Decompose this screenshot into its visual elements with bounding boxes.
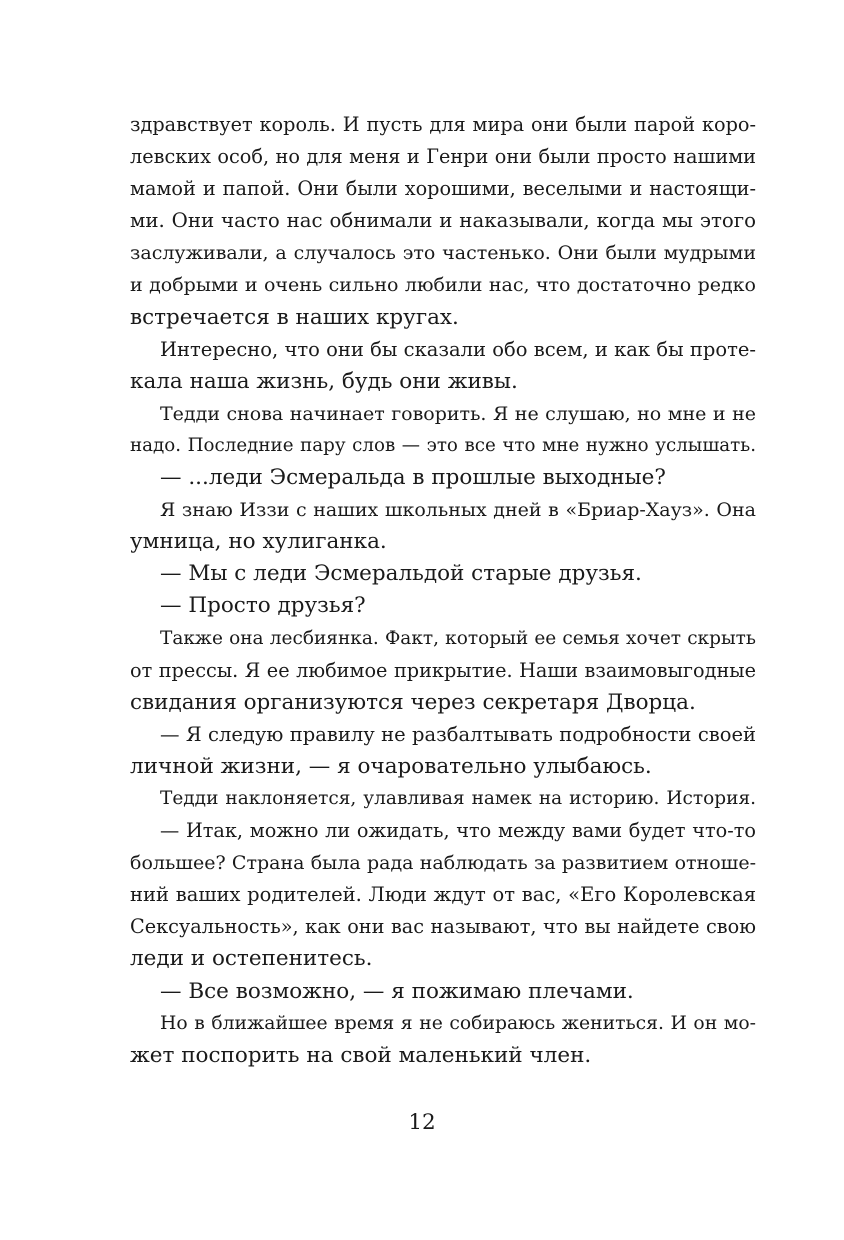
text-line: — Я следую правилу не разбалтывать подробности своей bbox=[160, 722, 756, 746]
text-line: заслуживали, а случалось это частенько. Они были мудрыми bbox=[130, 242, 756, 265]
text-line: и добрыми и очень сильно любили нас, что достаточно редко bbox=[130, 274, 756, 297]
text-line: Тедди снова начинает говорить. Я не слушаю, но мне и не bbox=[160, 402, 756, 425]
text-line: — Все возможно, — я пожимаю плечами. bbox=[160, 978, 634, 1004]
text-line: здравствует король. И пусть для мира они были парой коро- bbox=[130, 113, 756, 136]
body-text bbox=[130, 109, 756, 1072]
text-line: леди и остепенитесь. bbox=[130, 946, 373, 972]
text-line: — ...леди Эсмеральда в прошлые выходные? bbox=[160, 465, 666, 491]
text-line: мамой и папой. Они были хорошими, веселыми и настоящи- bbox=[130, 177, 756, 201]
text-line: встречается в наших кругах. bbox=[130, 304, 459, 330]
text-line: Тедди наклоняется, улавливая намек на историю. История. bbox=[160, 787, 756, 809]
text-line: умница, но хулиганка. bbox=[130, 529, 387, 555]
text-line: Но в ближайшее время я не собираюсь жениться. И он мо- bbox=[160, 1012, 756, 1034]
page-number: 12 bbox=[408, 1110, 436, 1135]
text-line: Сексуальность», как они вас называют, что вы найдете свою bbox=[130, 915, 756, 939]
text-line: жет поспорить на свой маленький член. bbox=[130, 1042, 592, 1068]
text-line: надо. Последние пару слов — это все что мне нужно услышать. bbox=[130, 434, 756, 456]
text-line: Я знаю Иззи с наших школьных дней в «Бриар-Хауз». Она bbox=[160, 499, 756, 522]
text-line: — Итак, можно ли ожидать, что между вами будет что-то bbox=[160, 819, 756, 843]
text-line: ний ваших родителей. Люди ждут от вас, «Его Королевская bbox=[130, 883, 756, 907]
text-line: большее? Страна была рада наблюдать за развитием отноше- bbox=[130, 852, 756, 875]
text-line: левских особ, но для меня и Генри они были просто нашими bbox=[130, 145, 756, 169]
text-line: кала наша жизнь, будь они живы. bbox=[130, 368, 518, 394]
text-line: личной жизни, — я очаровательно улыбаюсь. bbox=[130, 753, 652, 779]
text-line: — Мы с леди Эсмеральдой старые друзья. bbox=[160, 561, 642, 587]
text-line: ми. Они часто нас обнимали и наказывали, когда мы этого bbox=[130, 209, 756, 233]
text-line: Также она лесбиянка. Факт, который ее семья хочет скрыть bbox=[160, 627, 756, 649]
text-line: Интересно, что они бы сказали обо всем, и как бы проте- bbox=[160, 337, 756, 361]
text-line: — Просто друзья? bbox=[160, 593, 366, 619]
text-line: свидания организуются через секретаря Дворца. bbox=[130, 689, 696, 715]
text-line: от прессы. Я ее любимое прикрытие. Наши взаимовыгодные bbox=[130, 658, 756, 682]
